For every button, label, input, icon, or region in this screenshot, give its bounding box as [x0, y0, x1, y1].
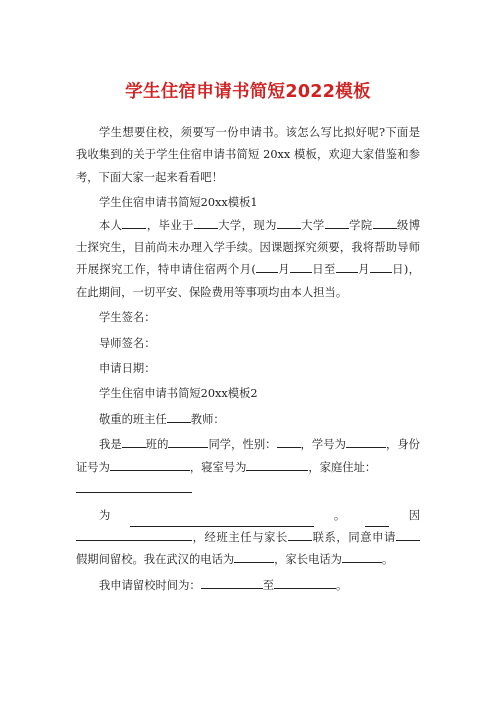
blank-student-id	[346, 436, 386, 448]
blank-name	[122, 217, 146, 229]
template1-heading: 学生住宿申请书简短20xx模板1	[99, 196, 258, 210]
blank-gender	[277, 436, 301, 448]
salutation: 敬重的班主任 教师：	[99, 412, 225, 426]
template2-paragraph-2-first-line: 为 。 因	[76, 505, 420, 527]
blank-contact-method	[288, 529, 312, 541]
document-body	[76, 122, 420, 597]
blank-school	[325, 217, 349, 229]
template2-heading: 学生住宿申请书简短20xx模板2	[99, 387, 258, 401]
blank-dorm-number	[246, 459, 308, 471]
blank-parent-phone	[342, 551, 382, 563]
template2-paragraph-2: ，经班主任与家长 联系，同意申请假期间留校。我在武汉的电话为 ，家长电话为 。	[76, 527, 420, 572]
blank-end-day	[370, 261, 392, 273]
template2-paragraph-1: 我是 班的 同学，性别： ，学号为 ，身份证号为 ，寝室号为 ，家庭住址：	[76, 434, 420, 501]
blank-stay-start	[201, 577, 263, 589]
blank-reason-cont	[76, 529, 192, 541]
application-date-label: 申请日期：	[99, 362, 156, 376]
template1-paragraph: 本人 ，毕业于 大学，现为 大学 学院 级博士探究生，目前尚未办理入学手续。因课题探究须要，我将帮助导师开展探究工作，特申请住宿两个月( 月 日至 月 日)，在此期间，一切平安、保险费用等事项均由本人担当。	[76, 218, 420, 299]
blank-home-address	[76, 481, 192, 493]
blank-wuhan-phone	[234, 551, 274, 563]
blank-graduated-univ	[194, 217, 218, 229]
blank-stay-end	[274, 577, 336, 589]
document-title: 学生住宿申请书简短2022模板	[125, 82, 371, 102]
blank-start-day	[290, 261, 312, 273]
blank-class	[122, 436, 146, 448]
blank-teacher-name	[167, 411, 191, 423]
blank-current-univ	[277, 217, 301, 229]
blank-vacation	[396, 529, 420, 541]
blank-end-month	[336, 261, 358, 273]
blank-id-card	[110, 459, 190, 471]
intro-paragraph: 学生想要住校，须要写一份申请书。该怎么写比拟好呢?下面是我收集到的关于学生住宿申请书简短 20xx 模板，欢迎大家借鉴和参考，下面大家一起来看看吧！	[76, 126, 420, 184]
blank-student-name	[168, 436, 208, 448]
blank-grade	[373, 217, 397, 229]
template2-paragraph-3: 我申请留校时间为： 至 。	[99, 578, 348, 592]
blank-reason-detail	[130, 515, 314, 527]
blank-start-month	[256, 261, 278, 273]
blank-reason	[365, 515, 389, 527]
teacher-signature-label: 导师签名：	[99, 336, 156, 350]
student-signature-label: 学生签名：	[99, 311, 156, 325]
